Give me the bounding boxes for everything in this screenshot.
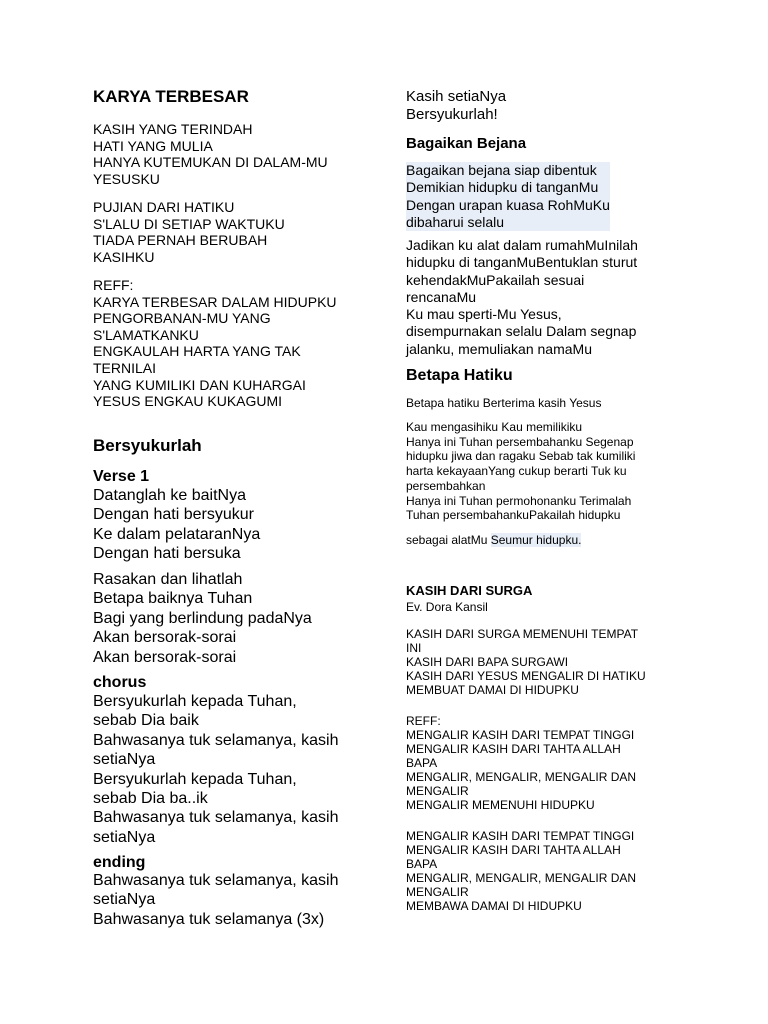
- text-line: ENGKAULAH HARTA YANG TAK: [93, 343, 301, 360]
- karya-stanza-1: [93, 121, 328, 187]
- text-line: MENGALIR KASIH DARI TEMPAT TINGGI: [406, 829, 635, 843]
- text-line: Bahwasanya tuk selamanya, kasih: [93, 809, 339, 827]
- text-line: YESUSKU: [93, 170, 160, 187]
- hatiku-last-line: [406, 533, 581, 548]
- text-line: KASIH DARI BAPA SURGAWI: [406, 655, 569, 669]
- text-line: KASIH DARI SURGA MEMENUHI TEMPAT: [406, 627, 639, 641]
- ending-heading: ending: [93, 854, 146, 871]
- ending-lines: [93, 871, 338, 929]
- text-line: Kau mengasihiku Kau memilikiku: [406, 420, 583, 434]
- text-line: HATI YANG MULIA: [93, 137, 213, 154]
- text-line: Dengan hati bersyukur: [93, 506, 254, 524]
- bejana-stanza-1: [406, 162, 610, 231]
- text-line: YESUS ENGKAU KUKAGUMI: [93, 393, 283, 410]
- song-title-betapa-hatiku: Betapa Hatiku: [406, 367, 513, 384]
- text-line: setiaNya: [93, 891, 156, 909]
- hatiku-intro: Betapa hatiku Berterima kasih Yesus: [406, 396, 602, 410]
- text-line: KASIHKU: [93, 248, 155, 265]
- text-line: Jadikan ku alat dalam rumahMuInilah: [406, 237, 638, 253]
- text-line: REFF:: [93, 277, 134, 293]
- surga-stanza-1: [406, 627, 646, 697]
- text-line: Bagaikan bejana siap dibentuk: [406, 162, 597, 178]
- karya-stanza-2: [93, 199, 285, 265]
- chorus-heading: chorus: [93, 674, 147, 691]
- text-line: Demikian hidupku di tanganMu: [406, 179, 599, 196]
- text-line: Bahwasanya tuk selamanya, kasih: [93, 731, 339, 749]
- chorus-lines: [93, 692, 338, 847]
- text-line: Akan bersorak-sorai: [93, 629, 237, 647]
- text-line: Bagi yang berlindung padaNya: [93, 609, 312, 627]
- text-line: rencanaMu: [406, 288, 477, 305]
- text-line: BAPA: [406, 756, 438, 770]
- text-line: MENGALIR: [406, 784, 469, 798]
- text-line: BAPA: [406, 857, 438, 871]
- song-title-kasih-dari-surga: KASIH DARI SURGA: [406, 583, 533, 598]
- text-line: Hanya ini Tuhan permohonanku Terimalah: [406, 493, 632, 508]
- text-line: sebab Dia ba..ik: [93, 790, 208, 808]
- text-line: S'LALU DI SETIAP WAKTUKU: [93, 215, 285, 232]
- text-line: jalanku, memuliakan namaMu: [406, 340, 592, 357]
- hatiku-last-plain: sebagai alatMu: [406, 533, 491, 547]
- verse-1-lines: [93, 486, 260, 564]
- surga-author: Ev. Dora Kansil: [406, 600, 488, 614]
- text-line: Ke dalam pelataranNya: [93, 525, 261, 543]
- surga-reff: [406, 714, 636, 812]
- text-line: Bersyukurlah kepada Tuhan,: [93, 693, 297, 710]
- text-line: MEMBAWA DAMAI DI HIDUPKU: [406, 899, 582, 913]
- text-line: MENGALIR, MENGALIR, MENGALIR DAN: [406, 770, 637, 784]
- text-line: hidupku jiwa dan ragaku Sebab tak kumiliki: [406, 449, 636, 464]
- bersyukurlah-tail-lines: [406, 88, 506, 125]
- text-line: MENGALIR KASIH DARI TAHTA ALLAH: [406, 742, 621, 756]
- text-line: sebab Dia baik: [93, 712, 199, 730]
- text-line: Datanglah ke baitNya: [93, 487, 246, 504]
- text-line: REFF:: [406, 714, 441, 728]
- text-line: INI: [406, 641, 422, 655]
- text-line: Bersyukurlah kepada Tuhan,: [93, 770, 297, 788]
- text-line: MEMBUAT DAMAI DI HIDUPKU: [406, 683, 579, 697]
- text-line: PUJIAN DARI HATIKU: [93, 199, 235, 215]
- text-line: Rasakan dan lihatlah: [93, 571, 243, 588]
- verse-heading: Verse 1: [93, 468, 150, 485]
- text-line: dibaharui selalu: [406, 213, 505, 230]
- text-line: Akan bersorak-sorai: [93, 648, 237, 666]
- text-line: TERNILAI: [93, 359, 157, 376]
- text-line: MENGALIR: [406, 885, 469, 899]
- text-line: Kasih setiaNya: [406, 88, 507, 105]
- text-line: TIADA PERNAH BERUBAH: [93, 232, 268, 249]
- text-line: Dengan hati bersuka: [93, 545, 241, 563]
- hatiku-last-highlight: Seumur hidupku.: [490, 533, 582, 547]
- text-line: Bahwasanya tuk selamanya (3x): [93, 910, 325, 928]
- karya-reff: [93, 277, 337, 410]
- text-line: YANG KUMILIKI DAN KUHARGAI: [93, 376, 306, 393]
- text-line: harta kekayaanYang cukup berarti Tuk ku: [406, 464, 627, 479]
- text-line: S'LAMATKANKU: [93, 326, 199, 343]
- text-line: MENGALIR KASIH DARI TEMPAT TINGGI: [406, 728, 635, 742]
- text-line: Bahwasanya tuk selamanya, kasih: [93, 872, 339, 889]
- surga-stanza-3: [406, 829, 636, 913]
- hatiku-lines: [406, 420, 635, 523]
- text-line: Bersyukurlah!: [406, 106, 498, 124]
- text-line: KASIH DARI YESUS MENGALIR DI HATIKU: [406, 669, 646, 683]
- text-line: MENGALIR, MENGALIR, MENGALIR DAN: [406, 871, 637, 885]
- text-line: KARYA TERBESAR DALAM HIDUPKU: [93, 293, 337, 310]
- text-line: Hanya ini Tuhan persembahanku Segenap: [406, 434, 634, 449]
- text-line: Ku mau sperti-Mu Yesus,: [406, 306, 562, 323]
- text-line: persembahkan: [406, 478, 486, 493]
- text-line: kehendakMuPakailah sesuai: [406, 271, 585, 288]
- text-line: Betapa baiknya Tuhan: [93, 590, 253, 608]
- text-line: disempurnakan selalu Dalam segnap: [406, 323, 637, 340]
- song-title-bersyukurlah: Bersyukurlah: [93, 436, 202, 455]
- text-line: setiaNya: [93, 828, 156, 846]
- text-line: Dengan urapan kuasa RohMuKu: [406, 196, 610, 213]
- text-line: Tuhan persembahankuPakailah hidupku: [406, 508, 621, 523]
- song-title-karya-terbesar: KARYA TERBESAR: [93, 87, 249, 106]
- text-line: KASIH YANG TERINDAH: [93, 121, 253, 137]
- text-line: PENGORBANAN-MU YANG: [93, 310, 271, 327]
- text-line: MENGALIR KASIH DARI TAHTA ALLAH: [406, 843, 621, 857]
- text-line: HANYA KUTEMUKAN DI DALAM-MU: [93, 154, 328, 171]
- verse-2-lines: [93, 570, 312, 667]
- song-title-bagaikan-bejana: Bagaikan Bejana: [406, 135, 527, 152]
- text-line: hidupku di tanganMuBentuklan sturut: [406, 254, 638, 271]
- text-line: setiaNya: [93, 751, 156, 769]
- bejana-stanza-2: [406, 237, 638, 358]
- text-line: MENGALIR MEMENUHI HIDUPKU: [406, 798, 595, 812]
